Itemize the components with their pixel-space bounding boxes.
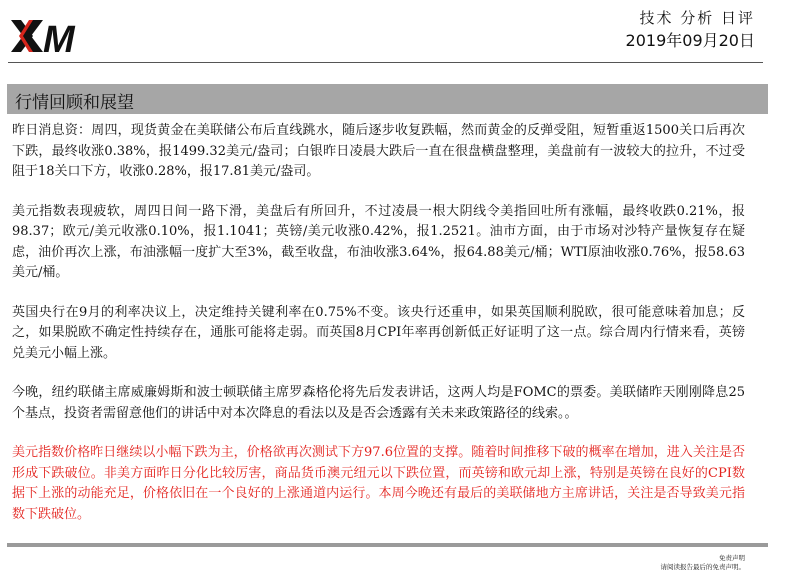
section-title: 行情回顾和展望 [15,93,134,113]
paragraph-boe: 英国央行在9月的利率决议上，决定维持关键利率在0.75%不变。该央行还重申，如果英国顺利脱欧，很可能意味着加息；反之，如果脱欧不确定性持续存在，通胀可能将走弱。而英国8月CPI年率再创新低正好证明了这一点。综合周内行情来看，英镑兑美元小幅上涨。 [12,304,745,361]
report-date: 2019年09月20日 [625,31,755,50]
disclaimer-title: 免责声明 [719,554,745,562]
report-header [626,8,755,52]
paragraph-news: 昨日消息资：周四，现货黄金在美联储公布后直线跳水，随后逐步收复跌幅，然而黄金的反弹受阻，短暂重返1500关口后再次下跌，最终收涨0.38%，报1499.32美元/盎司；白银昨日凌晨大跌后一直在很盘横盘整理，美盘前有一波较大的拉升，不过受阻于18关口下方，收涨0.28%，报17.81美元/盎司。 [12,123,745,179]
section-header [7,84,768,114]
logo-text: M [43,19,75,58]
disclaimer [661,554,746,572]
footer-divider [7,543,768,547]
paragraph-outlook: 美元指数价格昨日继续以小幅下跌为主，价格欲再次测试下方97.6位置的支撑。随着时间推移下破的概率在增加，进入关注是否形成下跌破位。非美方面昨日分化比较厉害，商品货币澳元纽元以下跌位置，而英镑和欧元却上涨，特别是英镑在良好的CPI数据下上涨的动能充足，价格依旧在一个良好的上涨通道内运行。本周今晚还有最后的美联储地方主席讲话，关注是否导致美元指数下跌破位。 [12,445,745,522]
xm-logo [7,14,115,58]
header-divider [8,62,763,63]
paragraph-fed-speakers: 今晚，纽约联储主席威廉姆斯和波士顿联储主席罗森格伦将先后发表讲话，这两人均是FOMC的票委。美联储昨天刚刚降息25个基点，投资者需留意他们的讲话中对本次降息的看法以及是否会透露有关未来政策路径的线索。。 [12,385,745,421]
paragraph-dollar-oil: 美元指数表现疲软，周四日间一路下滑，美盘后有所回升，不过凌晨一根大阴线令美指回吐所有涨幅，最终收跌0.21%，报98.37；欧元/美元收涨0.10%，报1.1041；英镑/美元收涨0.42%，报1.2521。油市方面，由于市场对沙特产量恢复存在疑虑，油价再次上涨，布油涨幅一度扩大至3%，截至收盘，布油收涨3.64%，报64.88美元/桶；WTI原油收涨0.76%，报58.63美元/桶。 [12,203,745,280]
disclaimer-note: 请阅读报告最后的免责声明。 [660,563,745,571]
report-title: 技术 分析 日评 [639,9,755,27]
article-body [12,121,745,544]
